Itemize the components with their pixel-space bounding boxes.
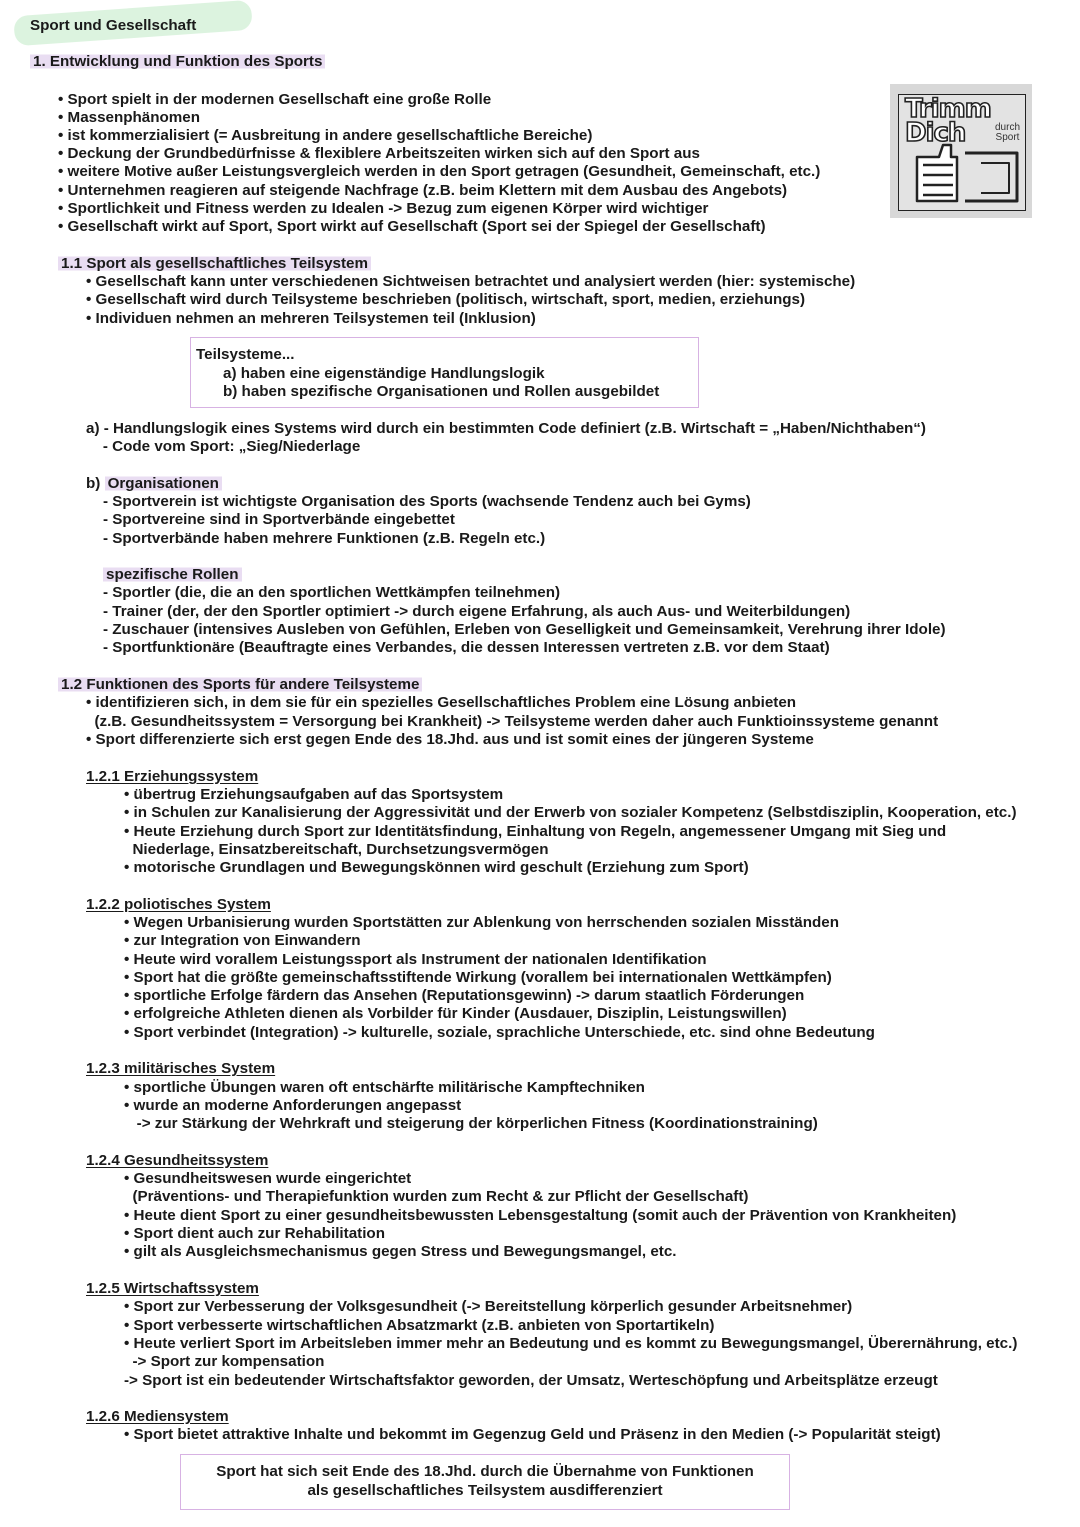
page-title: Sport und Gesellschaft bbox=[30, 17, 197, 34]
section-1-1-heading-text: 1.1 Sport als gesellschaftliches Teilsystem bbox=[58, 255, 371, 272]
thumbs-up-icon bbox=[913, 141, 1023, 207]
section-1-1-bullet: • Gesellschaft kann unter verschiedenen Sichtweisen betrachtet und analysiert werden (hier: systemische) bbox=[86, 273, 856, 290]
erziehung-line: • Heute Erziehung durch Sport zur Identitätsfindung, Einhaltung von Regeln, angemessener Umgang mit Sieg und bbox=[124, 823, 947, 840]
erziehung-line: • motorische Grundlagen und Bewegungskönnen wird geschult (Erziehung zum Sport) bbox=[124, 859, 749, 876]
militaer-line: -> zur Stärkung der Wehrkraft und steigerung der körperlichen Fitness (Koordinationstraining) bbox=[124, 1115, 818, 1132]
gesundheit-line: • gilt als Ausgleichsmechanismus gegen Stress und Bewegungsmangel, etc. bbox=[124, 1243, 677, 1260]
gesundheit-line: (Präventions- und Therapiefunktion wurden zum Recht & zur Pflicht der Gesellschaft) bbox=[124, 1188, 749, 1205]
rollen-line: - Sportfunktionäre (Beauftragte eines Verbandes, die dessen Interessen vertreten z.B. vor dem Staat) bbox=[103, 639, 830, 656]
wirtschaft-line: • Sport zur Verbesserung der Volksgesundheit (-> Bereitstellung körperlich gesunder Arbeitsnehmer) bbox=[124, 1298, 853, 1315]
section-1-2-5-heading: 1.2.5 Wirtschaftssystem bbox=[86, 1280, 259, 1297]
erziehung-line: • übertrug Erziehungsaufgaben auf das Sportsystem bbox=[124, 786, 504, 803]
section-1-1-heading bbox=[58, 255, 371, 273]
section-1-bullet: • ist kommerzialisiert (= Ausbreitung in andere gesellschaftliche Bereiche) bbox=[58, 127, 593, 144]
section-1-bullet: • Sportlichkeit und Fitness werden zu Idealen -> Bezug zum eigenen Körper wird wichtiger bbox=[58, 200, 709, 217]
section-1-1-bullet: • Individuen nehmen an mehreren Teilsystemen teil (Inklusion) bbox=[86, 310, 536, 327]
section-1-2-3-heading: 1.2.3 militärisches System bbox=[86, 1060, 276, 1077]
rollen-line: - Sportler (die, die an den sportlichen Wettkämpfen teilnehmen) bbox=[103, 584, 561, 601]
wirtschaft-line: • Heute verliert Sport im Arbeitsleben immer mehr an Bedeutung und es kommt zu Bewegungsmangel, Überernährung, etc.) bbox=[124, 1335, 1018, 1352]
teilsysteme-box-b: b) haben spezifische Organisationen und Rollen ausgebildet bbox=[223, 383, 660, 400]
section-1-2-1-heading: 1.2.1 Erziehungssystem bbox=[86, 768, 259, 785]
logo-frame bbox=[898, 94, 1026, 211]
organisationen-line: - Sportverein ist wichtigste Organisation des Sports (wachsende Tendenz auch bei Gyms) bbox=[103, 493, 751, 510]
erziehung-line: • in Schulen zur Kanalisierung der Aggressivität und der Erwerb von sozialer Kompetenz (Selbstdisziplin, Kooperation, etc.) bbox=[124, 804, 1017, 821]
teilsysteme-box-title: Teilsysteme... bbox=[196, 346, 295, 363]
politik-line: • Sport hat die größte gemeinschaftsstiftende Wirkung (vorallem bei internationalen Wettkämpfen) bbox=[124, 969, 832, 986]
logo-text-durch-sport: durch Sport bbox=[995, 122, 1021, 143]
rollen-heading bbox=[103, 566, 242, 584]
section-1-2-4-heading: 1.2.4 Gesundheitssystem bbox=[86, 1152, 269, 1169]
organisationen-heading-text: Organisationen bbox=[105, 475, 222, 492]
section-1-bullet: • weitere Motive außer Leistungsvergleich werden in den Sport getragen (Gesundheit, Gemeinschaft, etc.) bbox=[58, 163, 821, 180]
handlungslogik-line: a) - Handlungslogik eines Systems wird durch ein bestimmten Code definiert (z.B. Wirtschaft = „Haben/Nichthaben“) bbox=[86, 420, 926, 437]
section-1-2-line: • Sport differenzierte sich erst gegen Ende des 18.Jhd. aus und ist somit eines der jüngeren Systeme bbox=[86, 731, 814, 748]
organisationen-line: - Sportvereine sind in Sportverbände eingebettet bbox=[103, 511, 455, 528]
logo-text-trimm: Trimm bbox=[905, 94, 991, 124]
section-1-2-line: (z.B. Gesundheitssystem = Versorgung bei Krankheit) -> Teilsysteme werden daher auch Funktioinssysteme genannt bbox=[86, 713, 939, 730]
section-1-2-6-heading: 1.2.6 Mediensystem bbox=[86, 1408, 229, 1425]
gesundheit-line: • Heute dient Sport zu einer gesundheitsbewussten Lebensgestaltung (somit auch der Prävention von Krankheiten) bbox=[124, 1207, 957, 1224]
organisationen-heading: b) Organisationen bbox=[86, 475, 222, 493]
rollen-heading-text: spezifische Rollen bbox=[103, 566, 242, 583]
section-1-2-heading-text: 1.2 Funktionen des Sports für andere Teilsysteme bbox=[58, 676, 422, 693]
wirtschaft-line: -> Sport zur kompensation bbox=[124, 1353, 325, 1370]
militaer-line: • wurde an moderne Anforderungen angepasst bbox=[124, 1097, 462, 1114]
section-1-bullet: • Gesellschaft wirkt auf Sport, Sport wirkt auf Gesellschaft (Sport sei der Spiegel der Gesellschaft) bbox=[58, 218, 766, 235]
section-1-1-bullet: • Gesellschaft wird durch Teilsysteme beschrieben (politisch, wirtschaft, sport, medien, erziehungs) bbox=[86, 291, 806, 308]
politik-line: • zur Integration von Einwandern bbox=[124, 932, 361, 949]
politik-line: • Heute wird vorallem Leistungssport als Instrument der nationalen Identifikation bbox=[124, 951, 707, 968]
wirtschaft-line: • Sport verbesserte wirtschaftlichen Absatzmarkt (z.B. anbieten von Sportartikeln) bbox=[124, 1317, 715, 1334]
gesundheit-line: • Sport dient auch zur Rehabilitation bbox=[124, 1225, 385, 1242]
summary-line-1: Sport hat sich seit Ende des 18.Jhd. durch die Übernahme von Funktionen bbox=[216, 1463, 754, 1480]
section-1-heading bbox=[30, 53, 325, 71]
section-1-bullet: • Deckung der Grundbedürfnisse & flexiblere Arbeitszeiten wirken sich auf den Sport aus bbox=[58, 145, 700, 162]
section-1-2-heading bbox=[58, 676, 422, 694]
section-1-2-2-heading: 1.2.2 poliotisches System bbox=[86, 896, 271, 913]
wirtschaft-line: -> Sport ist ein bedeutender Wirtschaftsfaktor geworden, der Umsatz, Werteschöpfung und Arbeitsplätze erzeugt bbox=[124, 1372, 938, 1389]
summary-line-2: als gesellschaftliches Teilsystem ausdifferenziert bbox=[307, 1482, 663, 1499]
rollen-line: - Trainer (der, der den Sportler optimiert -> durch eigene Erfahrung, als auch Aus- und Weiterbildungen) bbox=[103, 603, 851, 620]
handlungslogik-line: - Code vom Sport: „Sieg/Niederlage bbox=[86, 438, 361, 455]
trimm-dich-logo bbox=[890, 84, 1032, 218]
politik-line: • Sport verbindet (Integration) -> kulturelle, soziale, sprachliche Unterschiede, etc. sind ohne Bedeutung bbox=[124, 1024, 875, 1041]
teilsysteme-box-a: a) haben eine eigenständige Handlungslogik bbox=[223, 365, 545, 382]
politik-line: • erfolgreiche Athleten dienen als Vorbilder für Kinder (Ausdauer, Disziplin, Leistungswillen) bbox=[124, 1005, 787, 1022]
section-1-bullet: • Unternehmen reagieren auf steigende Nachfrage (z.B. beim Klettern mit dem Ausbau des Angebots) bbox=[58, 182, 788, 199]
militaer-line: • sportliche Übungen waren oft entschärfte militärische Kampftechniken bbox=[124, 1079, 645, 1096]
politik-line: • sportliche Erfolge färdern das Ansehen (Reputationsgewinn) -> darum staatlich Förderungen bbox=[124, 987, 805, 1004]
organisationen-line: - Sportverbände haben mehrere Funktionen (z.B. Regeln etc.) bbox=[103, 530, 546, 547]
section-1-bullet: • Sport spielt in der modernen Gesellschaft eine große Rolle bbox=[58, 91, 492, 108]
rollen-line: - Zuschauer (intensives Ausleben von Gefühlen, Erleben von Geselligkeit und Gemeinsamkeit, Verehrung ihrer Idole) bbox=[103, 621, 946, 638]
logo-text-dich: Dich bbox=[905, 118, 966, 148]
medien-line: • Sport bietet attraktive Inhalte und bekommt im Gegenzug Geld und Präsenz in den Medien (-> Popularität steigt) bbox=[124, 1426, 941, 1443]
section-1-2-line: • identifizieren sich, in dem sie für ein spezielles Gesellschaftliches Problem eine Lösung anbieten bbox=[86, 694, 797, 711]
gesundheit-line: • Gesundheitswesen wurde eingerichtet bbox=[124, 1170, 412, 1187]
erziehung-line: Niederlage, Einsatzbereitschaft, Durchsetzungsvermögen bbox=[124, 841, 549, 858]
section-1-bullet: • Massenphänomen bbox=[58, 109, 201, 126]
section-1-heading-text: 1. Entwicklung und Funktion des Sports bbox=[30, 53, 325, 70]
politik-line: • Wegen Urbanisierung wurden Sportstätten zur Ablenkung von herrschenden sozialen Misständen bbox=[124, 914, 840, 931]
